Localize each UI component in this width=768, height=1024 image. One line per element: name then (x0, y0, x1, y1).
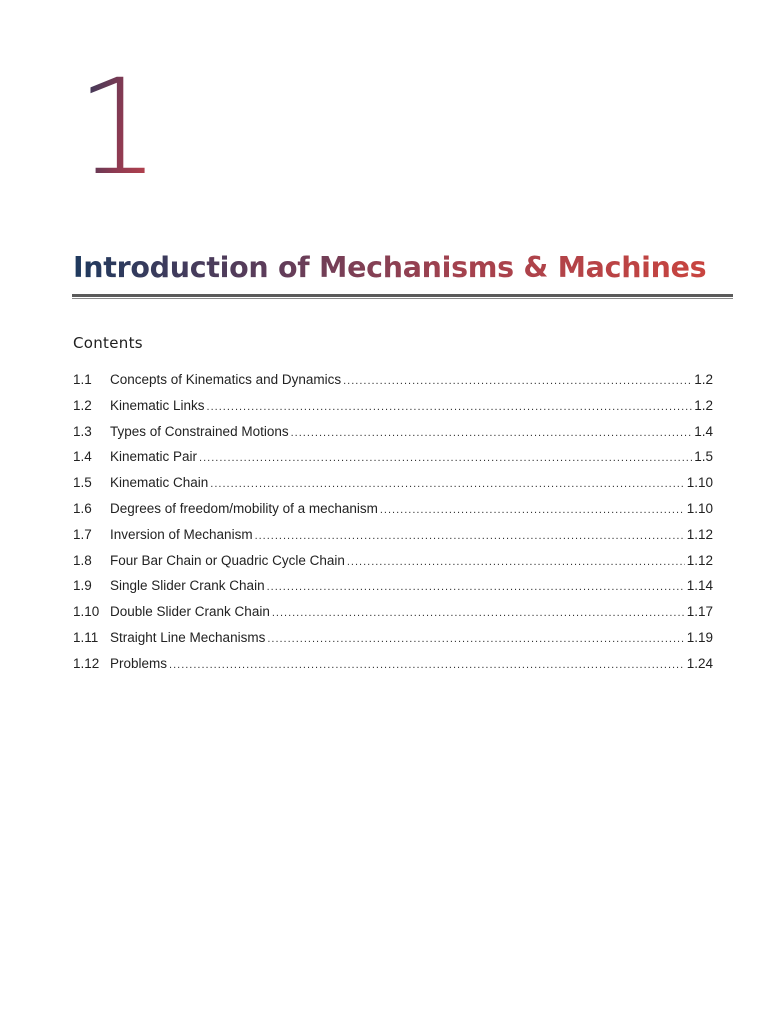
toc-entry[interactable] (73, 548, 713, 574)
toc-entry[interactable] (73, 599, 713, 625)
toc-entry-title: Straight Line Mechanisms (110, 629, 266, 645)
toc-entry-title: Inversion of Mechanism (110, 526, 253, 542)
toc-entry[interactable] (73, 419, 713, 445)
toc-entry-title: Concepts of Kinematics and Dynamics (110, 372, 342, 387)
toc-entry-number: 1.3 (73, 423, 92, 439)
toc-entry-number: 1.8 (73, 552, 92, 568)
toc-leader-dots (255, 524, 685, 550)
toc-entry-title: Kinematic Pair (110, 449, 198, 465)
chapter-title: Introduction of Mechanisms & Machines (73, 248, 706, 288)
toc-entry-page: 1.5 (694, 449, 713, 465)
toc-entry[interactable] (73, 444, 713, 470)
toc-entry-title: Types of Constrained Motions (110, 423, 289, 439)
toc-leader-dots (267, 627, 684, 653)
toc-entry-title: Double Slider Crank Chain (110, 604, 270, 620)
toc-entry-page: 1.12 (686, 552, 713, 568)
toc-entry-number: 1.7 (73, 526, 92, 542)
toc-leader-dots (272, 601, 685, 627)
toc-entry-title: Kinematic Chain (110, 475, 209, 491)
toc-entry-page: 1.24 (686, 655, 713, 671)
toc-leader-dots (380, 498, 685, 524)
toc-entry-number: 1.9 (73, 578, 92, 594)
toc-entry-page: 1.19 (686, 629, 713, 645)
toc-entry-title: Degrees of freedom/mobility of a mechanism (110, 500, 378, 516)
toc-entry[interactable] (73, 651, 713, 677)
toc-entry-title: Kinematic Links (110, 397, 205, 413)
chapter-number: 1 (76, 51, 156, 205)
toc-leader-dots (267, 575, 685, 601)
title-divider-thick (72, 294, 733, 297)
toc-entry-page: 1.2 (694, 397, 713, 413)
toc-entry-title: Problems (110, 655, 168, 671)
toc-entry[interactable] (73, 367, 713, 393)
toc-entry[interactable] (73, 496, 713, 522)
toc-entry-page: 1.2 (694, 372, 713, 387)
toc-leader-dots (207, 395, 693, 421)
toc-entry-page: 1.10 (686, 500, 713, 516)
toc-entry-page: 1.14 (686, 578, 713, 594)
toc-entry[interactable] (73, 522, 713, 548)
toc-entry-number: 1.12 (73, 655, 100, 671)
title-divider-thin (72, 298, 733, 299)
toc-entry-title: Four Bar Chain or Quadric Cycle Chain (110, 552, 345, 568)
contents-heading: Contents (73, 334, 143, 352)
toc-entry-number: 1.5 (73, 475, 92, 491)
toc-entry-number: 1.10 (73, 604, 100, 620)
table-of-contents (73, 367, 713, 677)
toc-entry-page: 1.10 (686, 475, 713, 491)
toc-entry-number: 1.6 (73, 500, 92, 516)
toc-entry-page: 1.12 (686, 526, 713, 542)
toc-entry[interactable] (73, 393, 713, 419)
toc-entry-number: 1.11 (73, 629, 99, 645)
toc-leader-dots (169, 653, 685, 679)
toc-entry-page: 1.4 (694, 423, 713, 439)
toc-leader-dots (347, 550, 685, 576)
toc-entry-number: 1.2 (73, 397, 92, 413)
toc-entry-page: 1.17 (686, 604, 713, 620)
toc-entry-title: Single Slider Crank Chain (110, 578, 265, 594)
toc-leader-dots (199, 446, 692, 472)
toc-entry[interactable] (73, 625, 713, 651)
toc-entry-number: 1.4 (73, 449, 92, 465)
toc-entry-number: 1.1 (73, 372, 92, 387)
toc-leader-dots (343, 369, 692, 395)
toc-leader-dots (291, 421, 693, 447)
toc-entry[interactable] (73, 573, 713, 599)
toc-leader-dots (210, 472, 684, 498)
title-divider (72, 294, 733, 300)
toc-entry[interactable] (73, 470, 713, 496)
